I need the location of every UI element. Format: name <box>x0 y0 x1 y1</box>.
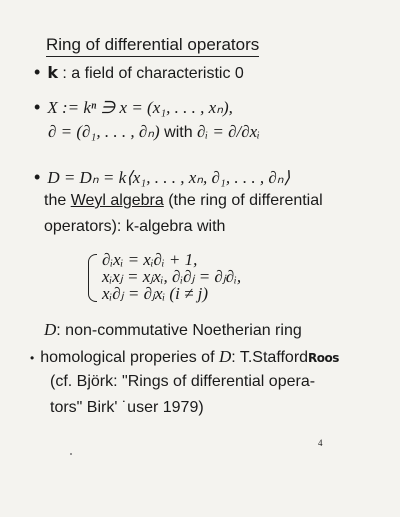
relation-commutator: ∂ᵢxᵢ = xᵢ∂ᵢ + 1, <box>102 250 198 269</box>
weyl-description <box>44 192 323 210</box>
derivation-line <box>48 122 260 142</box>
algebra-with-line: operators): k-algebra with <box>44 218 226 235</box>
slide-title: Ring of differential operators <box>46 35 259 57</box>
bullet-space <box>34 97 233 118</box>
bullet-weyl <box>34 167 290 188</box>
weyl-algebra-term: Weyl algebra <box>70 192 164 209</box>
roos-handwritten: Roos <box>308 351 339 365</box>
noetherian-text: : non-commutative Noetherian ring <box>56 322 302 339</box>
field-description: : a field of characteristic 0 <box>62 65 244 82</box>
page-number: 4 <box>318 438 323 448</box>
bullet-dot: • <box>34 97 41 117</box>
bullet-dot: • <box>34 167 41 187</box>
noetherian-line <box>44 320 302 340</box>
scan-speck <box>70 453 72 455</box>
partial-definition: ∂ᵢ = ∂/∂xᵢ <box>197 122 260 141</box>
weyl-pre: the <box>44 192 71 209</box>
relation-commute: xᵢxⱼ = xⱼxᵢ, ∂ᵢ∂ⱼ = ∂ⱼ∂ᵢ, <box>102 267 242 286</box>
field-symbol: k <box>47 63 58 82</box>
weyl-definition: D = Dₙ = k⟨x₁, . . . , xₙ, ∂₁, . . . , ∂ₙ⟩ <box>47 168 291 187</box>
citation-line-2: tors" Birk' ˙user 1979) <box>50 399 204 416</box>
homological-pre: homological properies of <box>40 349 219 366</box>
relations-brace <box>88 254 97 302</box>
partial-vector: ∂ = (∂₁, . . . , ∂ₙ) <box>48 122 160 141</box>
with-text: with <box>159 124 198 141</box>
citation-line-1: (cf. Björk: "Rings of differential opera- <box>50 373 316 390</box>
space-definition: X := kⁿ ∋ x = (x₁, . . . , xₙ), <box>47 98 233 117</box>
weyl-post: (the ring of differential <box>163 192 323 209</box>
d-symbol: D <box>44 320 57 339</box>
homological-post: : T.Stafford <box>231 349 309 366</box>
bullet-dot: • <box>34 62 41 82</box>
bullet-field <box>34 62 244 83</box>
bullet-dot: • <box>30 351 35 365</box>
d-symbol-2: D <box>218 347 232 366</box>
relation-mixed: xᵢ∂ⱼ = ∂ⱼxᵢ (i ≠ j) <box>102 284 209 303</box>
bullet-homological <box>30 347 339 367</box>
